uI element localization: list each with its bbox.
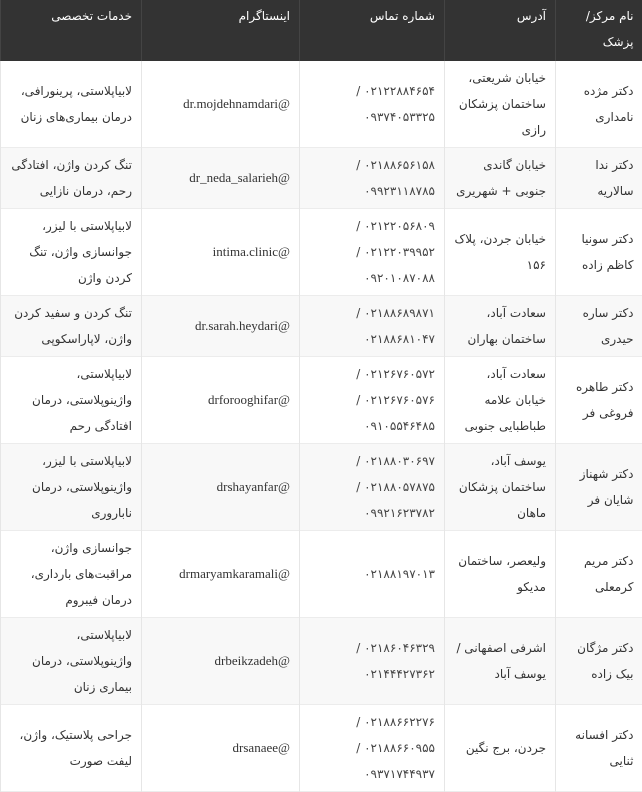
table-row	[1, 61, 642, 148]
address: اشرفی اصفهانی / یوسف آباد	[445, 618, 556, 705]
instagram-handle[interactable]: intima.clinic@	[142, 209, 300, 296]
phone-number[interactable]: ۰۲۱۸۶۰۴۶۳۲۹ /	[309, 635, 435, 661]
address: سعادت آباد، ساختمان بهاران	[445, 296, 556, 357]
doctor-name: دکتر ساره حیدری	[556, 296, 642, 357]
phone-number[interactable]: ۰۲۱۴۴۴۲۷۳۶۲	[309, 661, 435, 687]
phone-number[interactable]: ۰۲۱۸۸۶۸۹۸۷۱ /	[309, 300, 435, 326]
address: یوسف آباد، ساختمان پزشکان ماهان	[445, 444, 556, 531]
instagram-handle[interactable]: dr.mojdehnamdari@	[142, 61, 300, 148]
instagram-handle[interactable]: dr_neda_salarieh@	[142, 148, 300, 209]
header-instagram: اینستاگرام	[142, 0, 300, 61]
table-row	[1, 357, 642, 444]
phone-number[interactable]: ۰۲۱۸۸۶۸۱۰۴۷	[309, 326, 435, 352]
phone-numbers	[300, 618, 445, 705]
phone-numbers	[300, 705, 445, 792]
address: خیابان شریعتی، ساختمان پزشکان رازی	[445, 61, 556, 148]
doctor-name: دکتر مژده نامداری	[556, 61, 642, 148]
table-row	[1, 148, 642, 209]
instagram-handle[interactable]: drforooghifar@	[142, 357, 300, 444]
phone-number[interactable]: ۰۲۱۸۸۶۶۲۲۷۶ /	[309, 709, 435, 735]
phone-number[interactable]: ۰۲۱۸۸۰۵۷۸۷۵ /	[309, 474, 435, 500]
table-row	[1, 209, 642, 296]
services: جراحی پلاستیک، واژن، لیفت صورت	[1, 705, 142, 792]
header-address: آدرس	[445, 0, 556, 61]
doctor-name: دکتر سونیا کاظم زاده	[556, 209, 642, 296]
header-name: نام مرکز/ پزشک	[556, 0, 642, 61]
doctor-name: دکتر مریم کرمعلی	[556, 531, 642, 618]
phone-number[interactable]: ۰۹۱۰۵۵۴۶۴۸۵	[309, 413, 435, 439]
phone-numbers	[300, 209, 445, 296]
doctor-name: دکتر شهناز شایان فر	[556, 444, 642, 531]
header-phone: شماره تماس	[300, 0, 445, 61]
phone-number[interactable]: ۰۲۱۸۸۶۵۶۱۵۸ /	[309, 152, 435, 178]
services: لابیاپلاستی، واژینوپلاستی، درمان بیماری زنان	[1, 618, 142, 705]
services: لابیاپلاستی با لیزر، واژینوپلاستی، درمان ناباروری	[1, 444, 142, 531]
address: خیابان جردن، پلاک ۱۵۶	[445, 209, 556, 296]
phone-number[interactable]: ۰۲۱۲۲۰۵۶۸۰۹ /	[309, 213, 435, 239]
address: ولیعصر، ساختمان مدیکو	[445, 531, 556, 618]
phone-number[interactable]: ۰۹۳۷۴۰۵۳۳۲۵	[309, 104, 435, 130]
table-row	[1, 618, 642, 705]
phone-number[interactable]: ۰۲۱۲۲۸۸۴۶۵۴ /	[309, 78, 435, 104]
instagram-handle[interactable]: drshayanfar@	[142, 444, 300, 531]
services: جوانسازی واژن، مراقبت‌های بارداری، درمان فیبروم	[1, 531, 142, 618]
phone-numbers	[300, 296, 445, 357]
phone-numbers	[300, 148, 445, 209]
phone-numbers	[300, 357, 445, 444]
services: تنگ کردن واژن، افتادگی رحم، درمان نازایی	[1, 148, 142, 209]
phone-number[interactable]: ۰۹۳۷۱۷۴۴۹۳۷	[309, 761, 435, 787]
services: لابیاپلاستی با لیزر، جوانسازی واژن، تنگ کردن واژن	[1, 209, 142, 296]
services: تنگ کردن و سفید کردن واژن، لاپاراسکوپی	[1, 296, 142, 357]
instagram-handle[interactable]: dr.sarah.heydari@	[142, 296, 300, 357]
table-row	[1, 444, 642, 531]
phone-number[interactable]: ۰۲۱۲۶۷۶۰۵۷۶ /	[309, 387, 435, 413]
phone-number[interactable]: ۰۲۱۲۶۷۶۰۵۷۲ /	[309, 361, 435, 387]
phone-number[interactable]: ۰۲۱۸۸۰۳۰۶۹۷ /	[309, 448, 435, 474]
instagram-handle[interactable]: drmaryamkaramali@	[142, 531, 300, 618]
table-row	[1, 705, 642, 792]
services: لابیاپلاستی، پرینورافی، درمان بیماری‌های زنان	[1, 61, 142, 148]
doctor-name: دکتر افسانه ثنایی	[556, 705, 642, 792]
instagram-handle[interactable]: drsanaee@	[142, 705, 300, 792]
address: خیابان گاندی جنوبی + شهریری	[445, 148, 556, 209]
phone-number[interactable]: ۰۲۱۸۸۱۹۷۰۱۳	[309, 561, 435, 587]
phone-number[interactable]: ۰۲۱۸۸۶۶۰۹۵۵ /	[309, 735, 435, 761]
doctor-name: دکتر ندا سالاریه	[556, 148, 642, 209]
table-row	[1, 531, 642, 618]
table-row	[1, 296, 642, 357]
phone-number[interactable]: ۰۹۹۲۱۶۲۳۷۸۲	[309, 500, 435, 526]
doctor-name: دکتر مژگان بیک زاده	[556, 618, 642, 705]
table-header-row	[1, 0, 642, 61]
address: جردن، برج نگین	[445, 705, 556, 792]
phone-numbers	[300, 444, 445, 531]
services: لابیاپلاستی، واژینوپلاستی، درمان افتادگی رحم	[1, 357, 142, 444]
phone-numbers	[300, 531, 445, 618]
address: سعادت آباد، خیابان علامه طباطبایی جنوبی	[445, 357, 556, 444]
phone-number[interactable]: ۰۹۲۰۱۰۸۷۰۸۸	[309, 265, 435, 291]
phone-numbers	[300, 61, 445, 148]
phone-number[interactable]: ۰۹۹۲۳۱۱۸۷۸۵	[309, 178, 435, 204]
doctor-name: دکتر طاهره فروغی فر	[556, 357, 642, 444]
instagram-handle[interactable]: drbeikzadeh@	[142, 618, 300, 705]
phone-number[interactable]: ۰۲۱۲۲۰۳۹۹۵۲ /	[309, 239, 435, 265]
header-services: خدمات تخصصی	[1, 0, 142, 61]
